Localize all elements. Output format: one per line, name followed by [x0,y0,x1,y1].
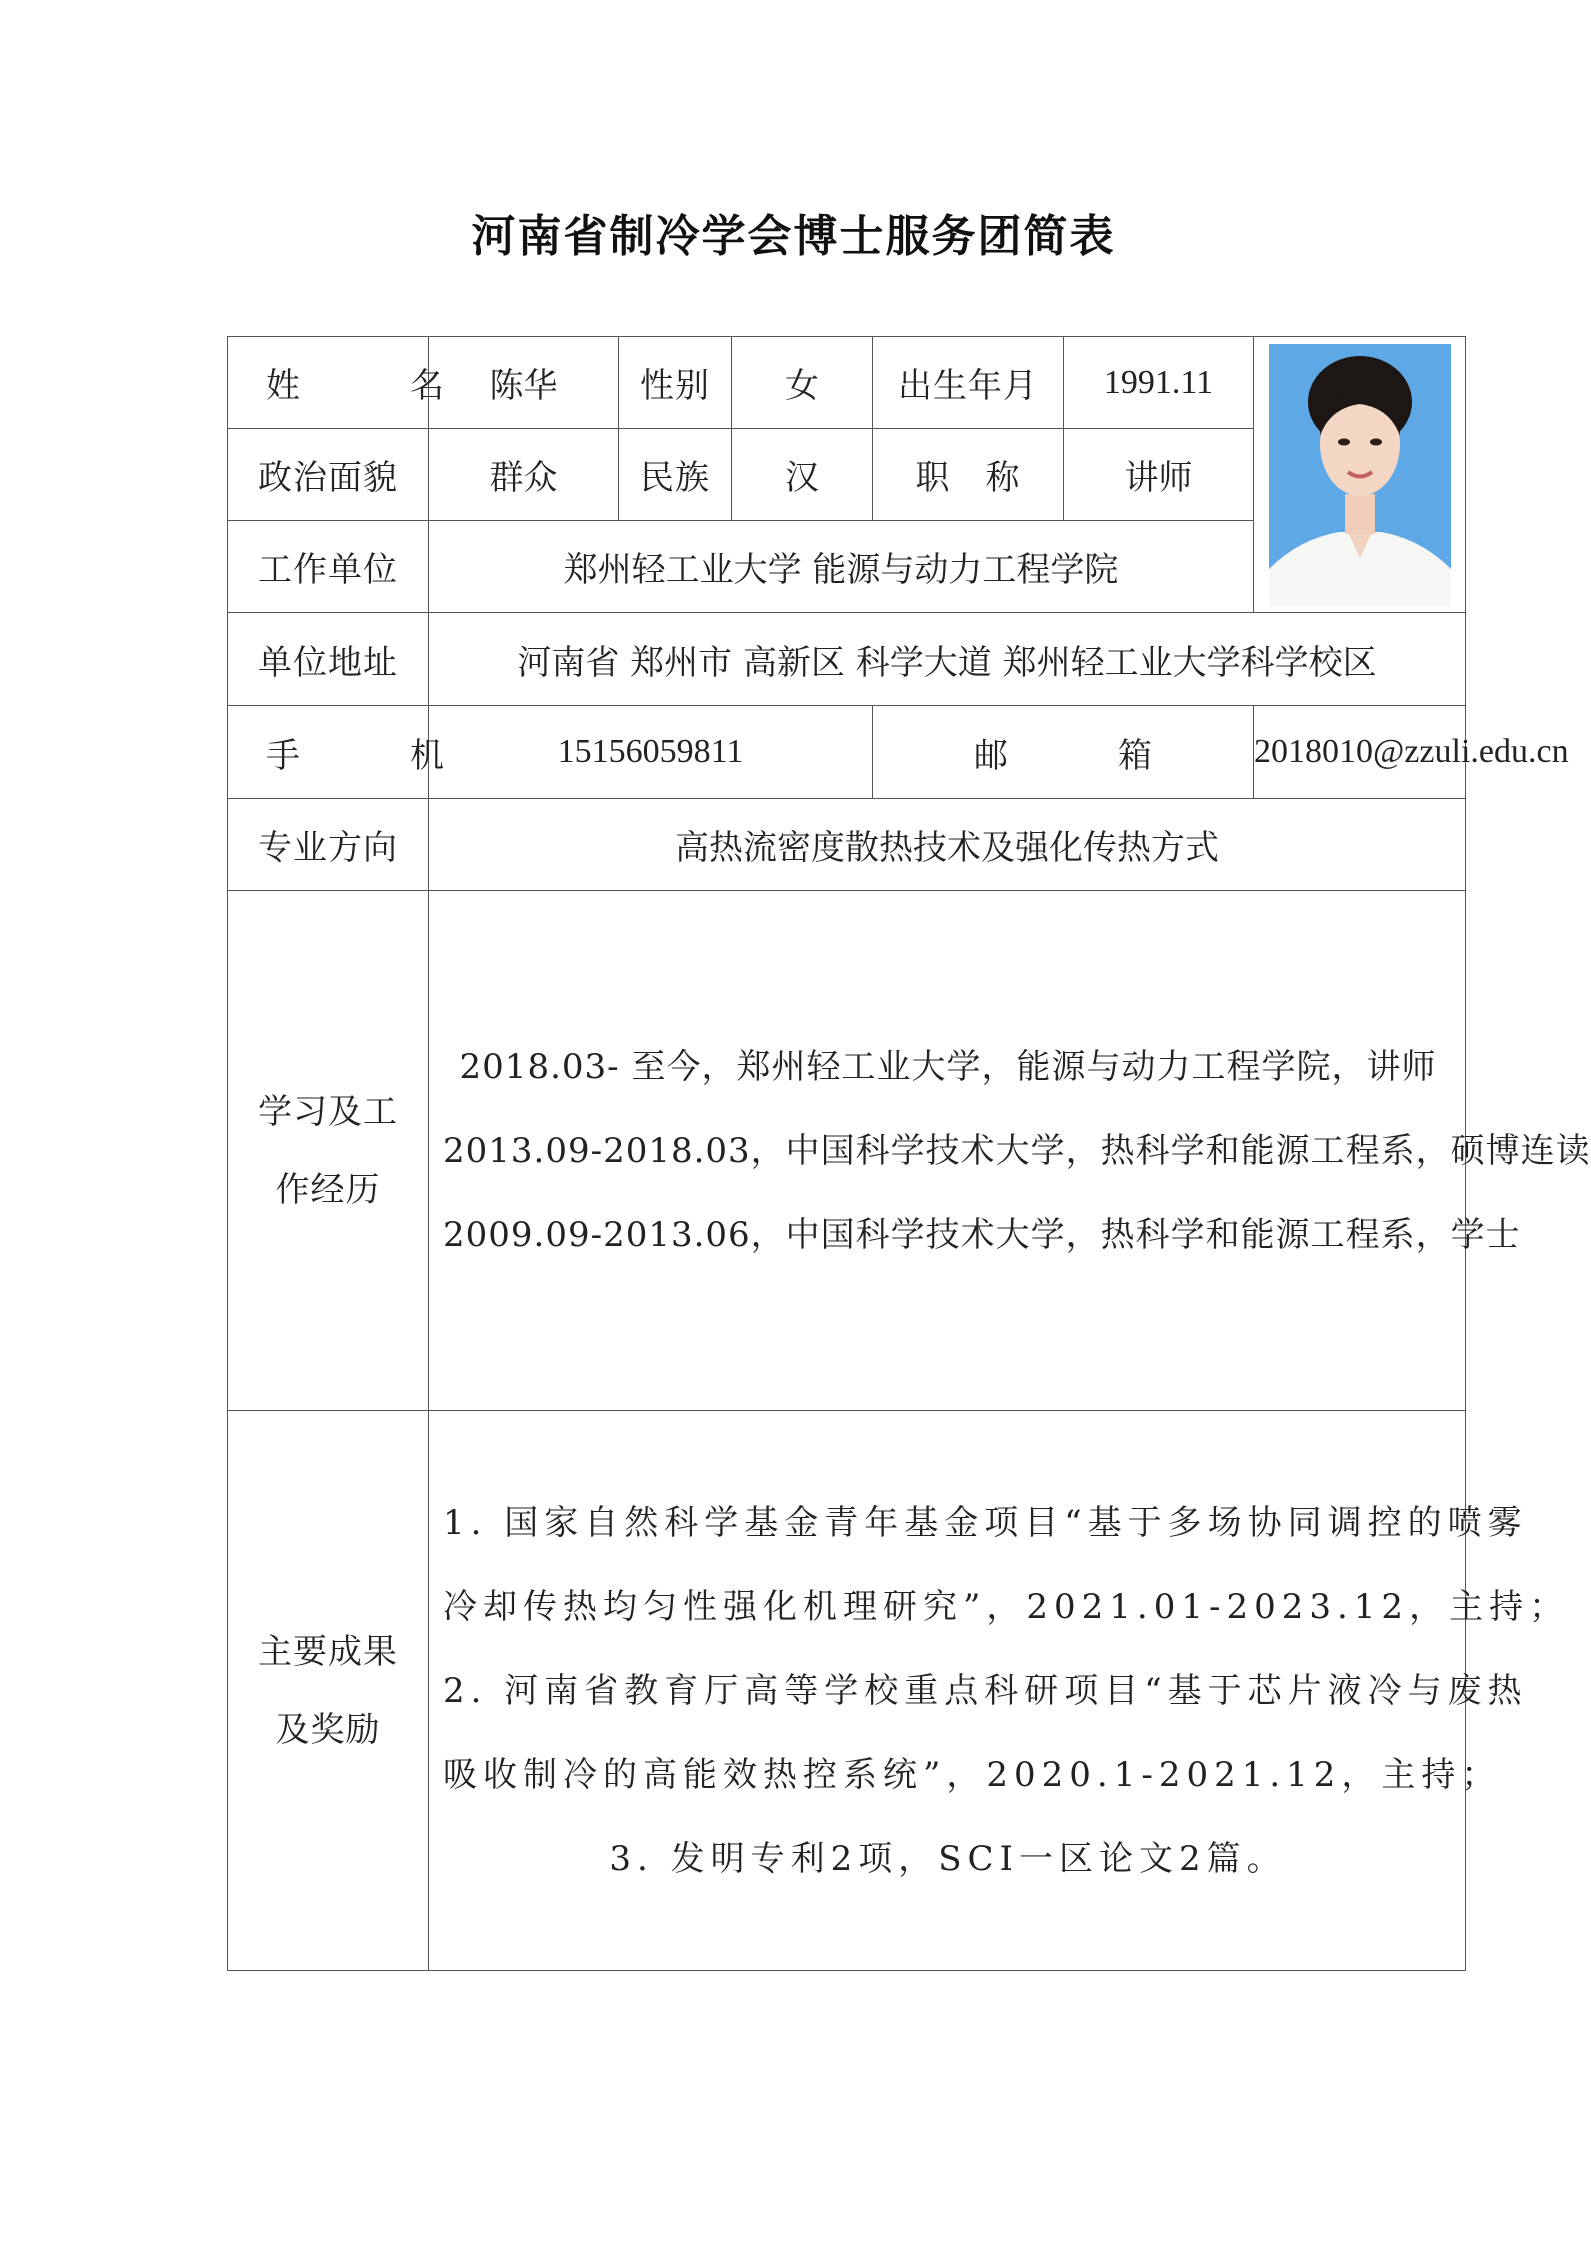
achievement-line: 2. 河南省教育厅高等学校重点科研项目“基于芯片液冷与废热 [443,1670,1528,1711]
achievement-line: 3. 发明专利2项，SCI一区论文2篇。 [609,1838,1287,1879]
politics-value: 群众 [429,429,619,521]
achievement-line: 冷却传热均匀性强化机理研究”，2021.01-2023.12，主持； [443,1586,1570,1627]
achievements-label: 主要成果及奖励 [228,1411,429,1971]
achievement-line: 吸收制冷的高能效热控系统”，2020.1-2021.12，主持； [443,1754,1502,1795]
row-contact [228,706,1466,799]
experience-line: 2009.09-2013.06，中国科学技术大学，热科学和能源工程系，学士 [443,1214,1521,1255]
specialty-value: 高热流密度散热技术及强化传热方式 [429,799,1466,891]
ethnicity-label: 民族 [619,429,732,521]
name-label: 姓 名 [228,337,429,429]
experience-line: 2018.03- 至今，郑州轻工业大学，能源与动力工程学院，讲师 [459,1046,1437,1087]
name-value: 陈华 [429,337,619,429]
gender-value: 女 [732,337,873,429]
achievements-cell [429,1411,1570,1971]
experience-cell [429,891,1591,1411]
row-specialty [228,799,1466,891]
specialty-label: 专业方向 [228,799,429,891]
email-value: 2018010@zzuli.edu.cn [1254,706,1466,799]
address-label: 单位地址 [228,613,429,706]
title-value: 讲师 [1064,429,1254,521]
photo-cell [1254,337,1466,613]
employer-label: 工作单位 [228,521,429,613]
gender-label: 性别 [619,337,732,429]
ethnicity-value: 汉 [732,429,873,521]
experience-list [429,1025,1591,1277]
row-name [228,337,1466,429]
employer-value: 郑州轻工业大学 能源与动力工程学院 [429,521,1254,613]
portrait-photo [1269,344,1451,606]
address-value: 河南省 郑州市 高新区 科学大道 郑州轻工业大学科学校区 [429,613,1466,706]
politics-label: 政治面貌 [228,429,429,521]
row-address [228,613,1466,706]
phone-value: 15156059811 [429,706,873,799]
birth-label: 出生年月 [873,337,1064,429]
title-label: 职 称 [873,429,1064,521]
row-achievements [228,1411,1466,1971]
profile-table [227,336,1591,1971]
experience-label: 学习及工作经历 [228,891,429,1411]
form-title: 河南省制冷学会博士服务团简表 [471,211,1116,262]
experience-line: 2013.09-2018.03，中国科学技术大学，热科学和能源工程系，硕博连读 [443,1130,1591,1171]
row-experience [228,891,1466,1411]
achievement-line: 1. 国家自然科学基金青年基金项目“基于多场协同调控的喷雾 [443,1502,1528,1543]
achievements-list [429,1481,1570,1901]
email-label: 邮 箱 [873,706,1254,799]
birth-value: 1991.11 [1064,337,1254,429]
phone-label: 手 机 [228,706,429,799]
